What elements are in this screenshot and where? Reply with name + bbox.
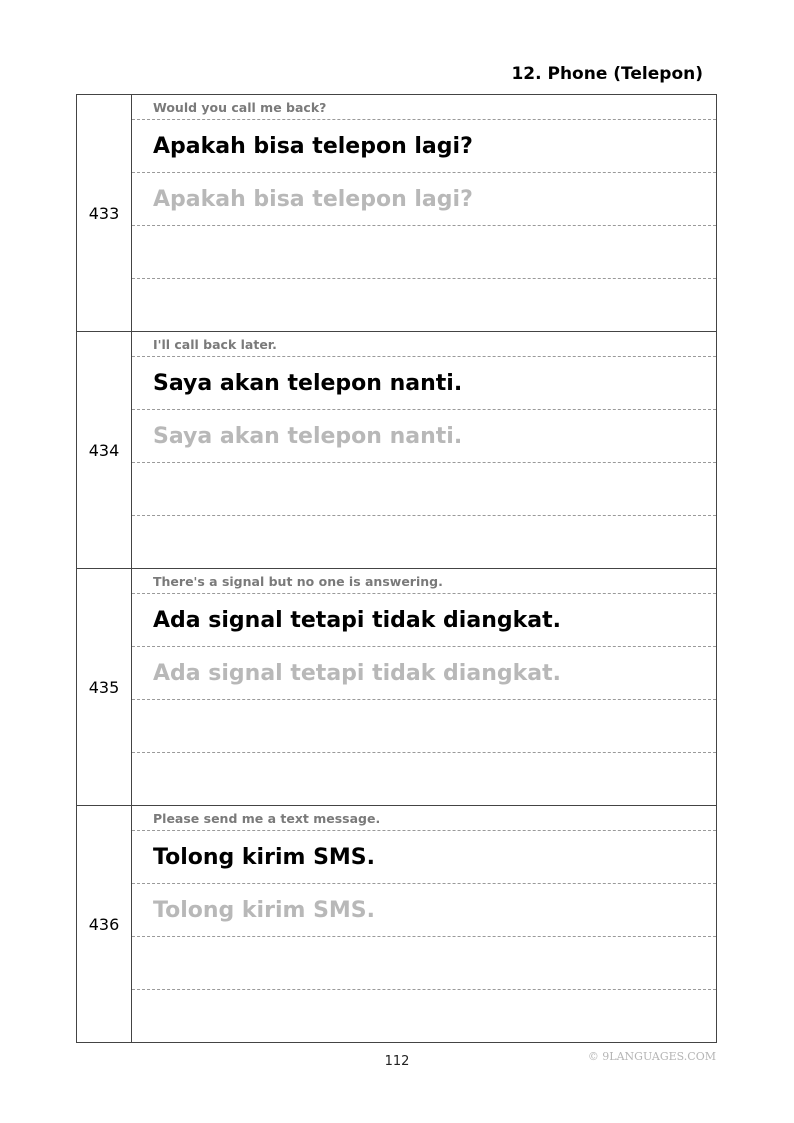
tracing-sentence: Apakah bisa telepon lagi? (132, 173, 716, 226)
blank-writing-line (132, 990, 716, 1042)
entry-row (77, 806, 716, 1043)
entry-number: 433 (77, 95, 132, 331)
blank-writing-line (132, 700, 716, 753)
writing-lines (132, 806, 716, 1042)
entry-row (77, 332, 716, 569)
practice-table (76, 94, 717, 1043)
tracing-sentence: Saya akan telepon nanti. (132, 410, 716, 463)
tracing-sentence: Ada signal tetapi tidak diangkat. (132, 647, 716, 700)
entry-number: 435 (77, 569, 132, 805)
entry-number: 434 (77, 332, 132, 568)
blank-writing-line (132, 753, 716, 805)
indonesian-sentence: Saya akan telepon nanti. (132, 357, 716, 410)
english-prompt: Would you call me back? (132, 95, 716, 120)
page-number: 112 (384, 1054, 410, 1069)
english-prompt: Please send me a text message. (132, 806, 716, 831)
writing-lines (132, 95, 716, 331)
writing-lines (132, 569, 716, 805)
entry-row (77, 95, 716, 332)
page-title: 12. Phone (Telepon) (511, 64, 703, 84)
entry-row (77, 569, 716, 806)
blank-writing-line (132, 516, 716, 568)
writing-lines (132, 332, 716, 568)
tracing-sentence: Tolong kirim SMS. (132, 884, 716, 937)
entry-number: 436 (77, 806, 132, 1042)
english-prompt: I'll call back later. (132, 332, 716, 357)
blank-writing-line (132, 463, 716, 516)
indonesian-sentence: Tolong kirim SMS. (132, 831, 716, 884)
indonesian-sentence: Ada signal tetapi tidak diangkat. (132, 594, 716, 647)
indonesian-sentence: Apakah bisa telepon lagi? (132, 120, 716, 173)
english-prompt: There's a signal but no one is answering. (132, 569, 716, 594)
blank-writing-line (132, 226, 716, 279)
blank-writing-line (132, 279, 716, 331)
copyright-notice: © 9LANGUAGES.COM (587, 1050, 716, 1063)
blank-writing-line (132, 937, 716, 990)
